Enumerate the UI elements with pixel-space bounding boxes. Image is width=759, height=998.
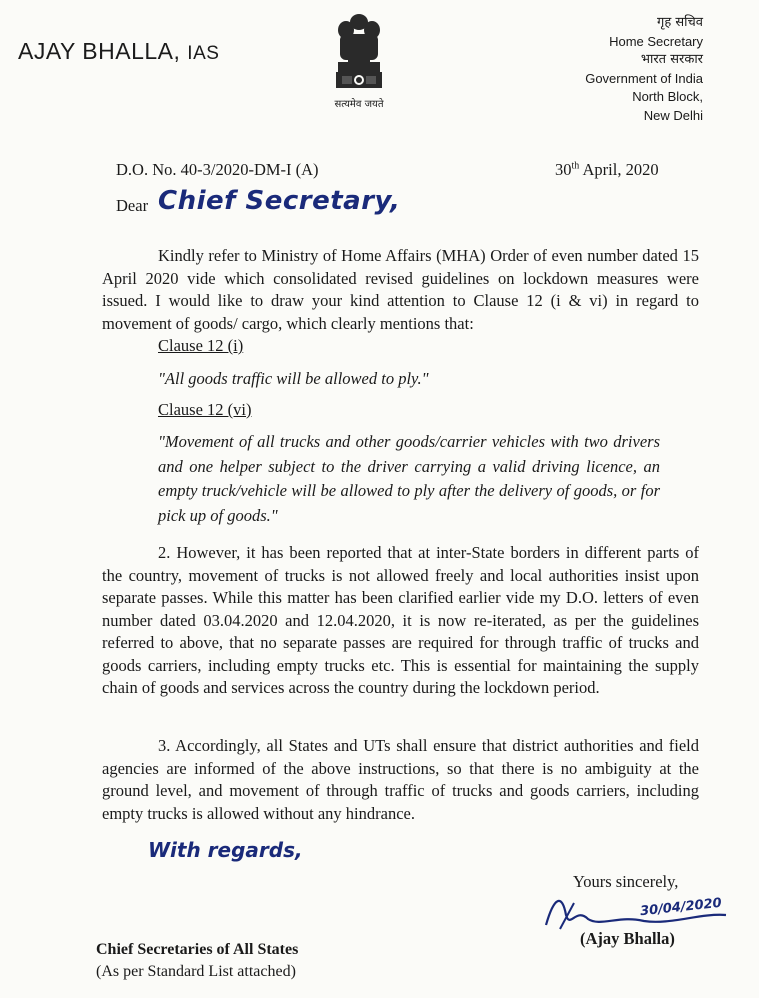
letter-date — [555, 160, 659, 180]
paragraph-2: 2. However, it has been reported that at inter-State borders in different parts of the country, movement of trucks is not allowed freely and local authorities insist upon separate passes. While this matter has been clarified earlier vide my D.O. letters of even number dated 03.04.2020 and 12.04.2020, it is now re-iterated, as per the guidelines referred to above, that no separate passes are required for through traffic of trucks and goods carriers, including empty trucks etc. This is essential for maintaining the supply chain of goods and services across the country during the lockdown period. — [102, 543, 699, 697]
handwritten-regards: With regards, — [148, 838, 303, 862]
office-line-govt: Government of India — [585, 70, 703, 86]
clause-12-vi-heading: Clause 12 (vi) — [158, 400, 252, 419]
clause-12-i-text: "All goods traffic will be allowed to ply." — [158, 369, 429, 388]
office-line-building: North Block, — [632, 89, 703, 104]
clause-12-i-heading: Clause 12 (i) — [158, 336, 244, 355]
date-suffix: th — [571, 160, 580, 172]
signatory-name: (Ajay Bhalla) — [580, 929, 675, 948]
office-line-city: New Delhi — [643, 107, 703, 123]
paragraph-3: 3. Accordingly, all States and UTs shall ensure that district authorities and field agencies are informed of the above instructions, so that there is no ambiguity at the ground level, and movement of through traffic of trucks and goods carriers, including empty trucks is allowed without any hindrance. — [102, 736, 699, 823]
reference-number: D.O. No. 40-3/2020-DM-I (A) — [116, 160, 319, 179]
office-address — [503, 14, 703, 125]
salutation: Dear — [116, 196, 149, 215]
office-line-hindi-govt: भारत सरकार — [640, 52, 703, 67]
date-day: 30 — [555, 160, 572, 179]
closing: Yours sincerely, — [573, 872, 679, 891]
sender-name — [18, 38, 219, 65]
sender-suffix: IAS — [187, 43, 220, 64]
paragraph-1: Kindly refer to Ministry of Home Affairs (MHA) Order of even number dated 15 April 2020 vide which consolidated revised guidelines on lockdown measures were issued. I would like to draw your kind attention to Clause 12 (i & vi) in regard to movement of goods/ cargo, which clearly mentions that: — [102, 246, 699, 333]
office-line-hindi-title: गृह सचिव — [657, 15, 703, 30]
signature-date: 30/04/2020 — [639, 895, 723, 920]
office-line-title: Home Secretary — [609, 33, 703, 49]
clause-12-vi-text: "Movement of all trucks and other goods/carrier vehicles with two drivers and one helper subject to the driver carrying a valid driving licence, an empty truck/vehicle will be allowed to ply after the delivery of goods, or for pick up of goods." — [158, 432, 660, 525]
addressee-line-2: (As per Standard List attached) — [96, 963, 296, 980]
salutation-handwritten: Chief Secretary, — [158, 186, 401, 216]
sender-name-text: AJAY BHALLA, — [18, 38, 181, 64]
emblem-motto: सत्यमेव जयते — [334, 99, 384, 110]
date-rest: April, 2020 — [579, 160, 659, 179]
addressee-line-1: Chief Secretaries of All States — [96, 941, 299, 958]
